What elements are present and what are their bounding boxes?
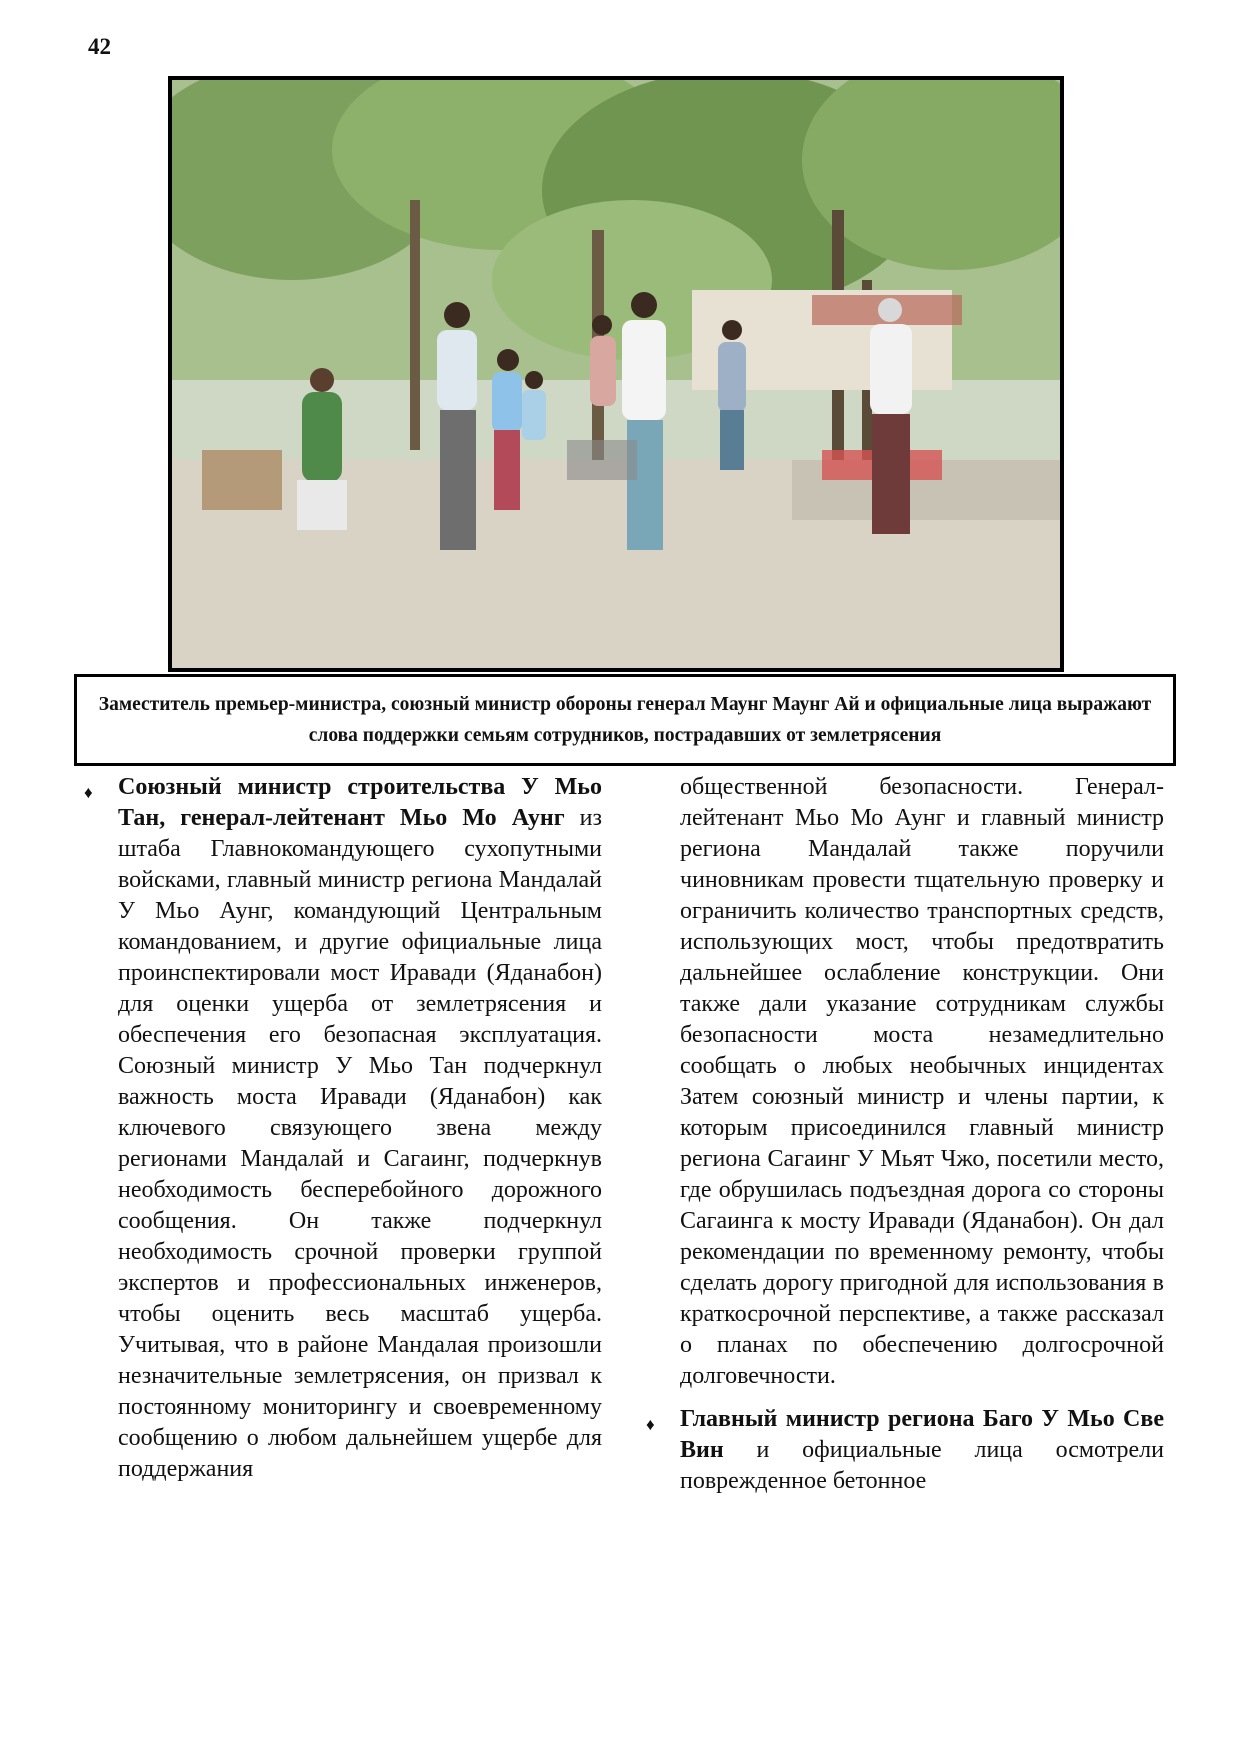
diamond-bullet-icon: ♦	[84, 783, 93, 802]
page-number: 42	[88, 34, 111, 59]
continuation-paragraph: общественной безопасности. Генерал-лейтенант Мьо Мо Аунг и главный министр региона Мандалай также поручили чиновникам провести тщательную проверку и ограничить количество транспортных средств, использующих мост, чтобы предотвратить дальнейшее ослабление конструкции. Они также дали указание сотрудникам службы безопасности моста незамедлительно сообщать о любых необычных инцидентах Затем союзный министр и члены партии, к которым присоединился главный министр региона Сагаинг У Мьят Чжо, посетили место, где обрушилась подъездная дорога со стороны Сагаинга к мосту Иравади (Яданабон). Он дал рекомендации по временному ремонту, чтобы сделать дорогу пригодной для использования в краткосрочной перспективе, а также рассказал о планах по обеспечению долгосрочной долговечности.	[680, 774, 1164, 1389]
left-column	[84, 772, 602, 1485]
right-column	[646, 772, 1164, 1497]
photo-scene-image	[172, 80, 1060, 668]
bullet-lead-bold: Главный министр региона Баго У Мьо Све Вин	[680, 1406, 1164, 1463]
photo-caption-text: Заместитель премьер-министра, союзный министр обороны генерал Маунг Маунг Ай и официальные лица выражают слова поддержки семьям сотрудников, пострадавших от землетрясения	[98, 694, 1152, 746]
diamond-bullet-icon: ♦	[646, 1415, 655, 1434]
bullet-lead-bold: Союзный министр строительства У Мьо Тан, генерал-лейтенант Мьо Мо Аунг	[118, 774, 602, 831]
bullet-body-text: из штаба Главнокомандующего сухопутными войсками, главный министр региона Мандалай У Мьо Аунг, командующий Центральным командованием, и другие официальные лица проинспектировали мост Иравади (Яданабон) для оценки ущерба от землетрясения и обеспечения его безопасная эксплуатация. Союзный министр У Мьо Тан подчеркнул важность моста Иравади (Яданабон) как ключевого связующего звена между регионами Мандалай и Сагаинг, подчеркнув необходимость бесперебойного дорожного сообщения. Он также подчеркнул необходимость срочной проверки группой экспертов и профессиональных инженеров, чтобы оценить весь масштаб ущерба. Учитывая, что в районе Мандалая произошли незначительные землетрясения, он призвал к постоянному мониторингу и своевременному сообщению о любом дальнейшем ущербе для поддержания	[118, 805, 602, 1482]
bullet-item-construction-minister	[84, 772, 602, 1485]
bullet-item-bago-chief-minister	[646, 1404, 1164, 1497]
bullet-body-text: и официальные лица осмотрели поврежденное бетонное	[680, 1437, 1164, 1494]
photo-caption	[74, 674, 1176, 766]
news-photo	[168, 76, 1064, 672]
